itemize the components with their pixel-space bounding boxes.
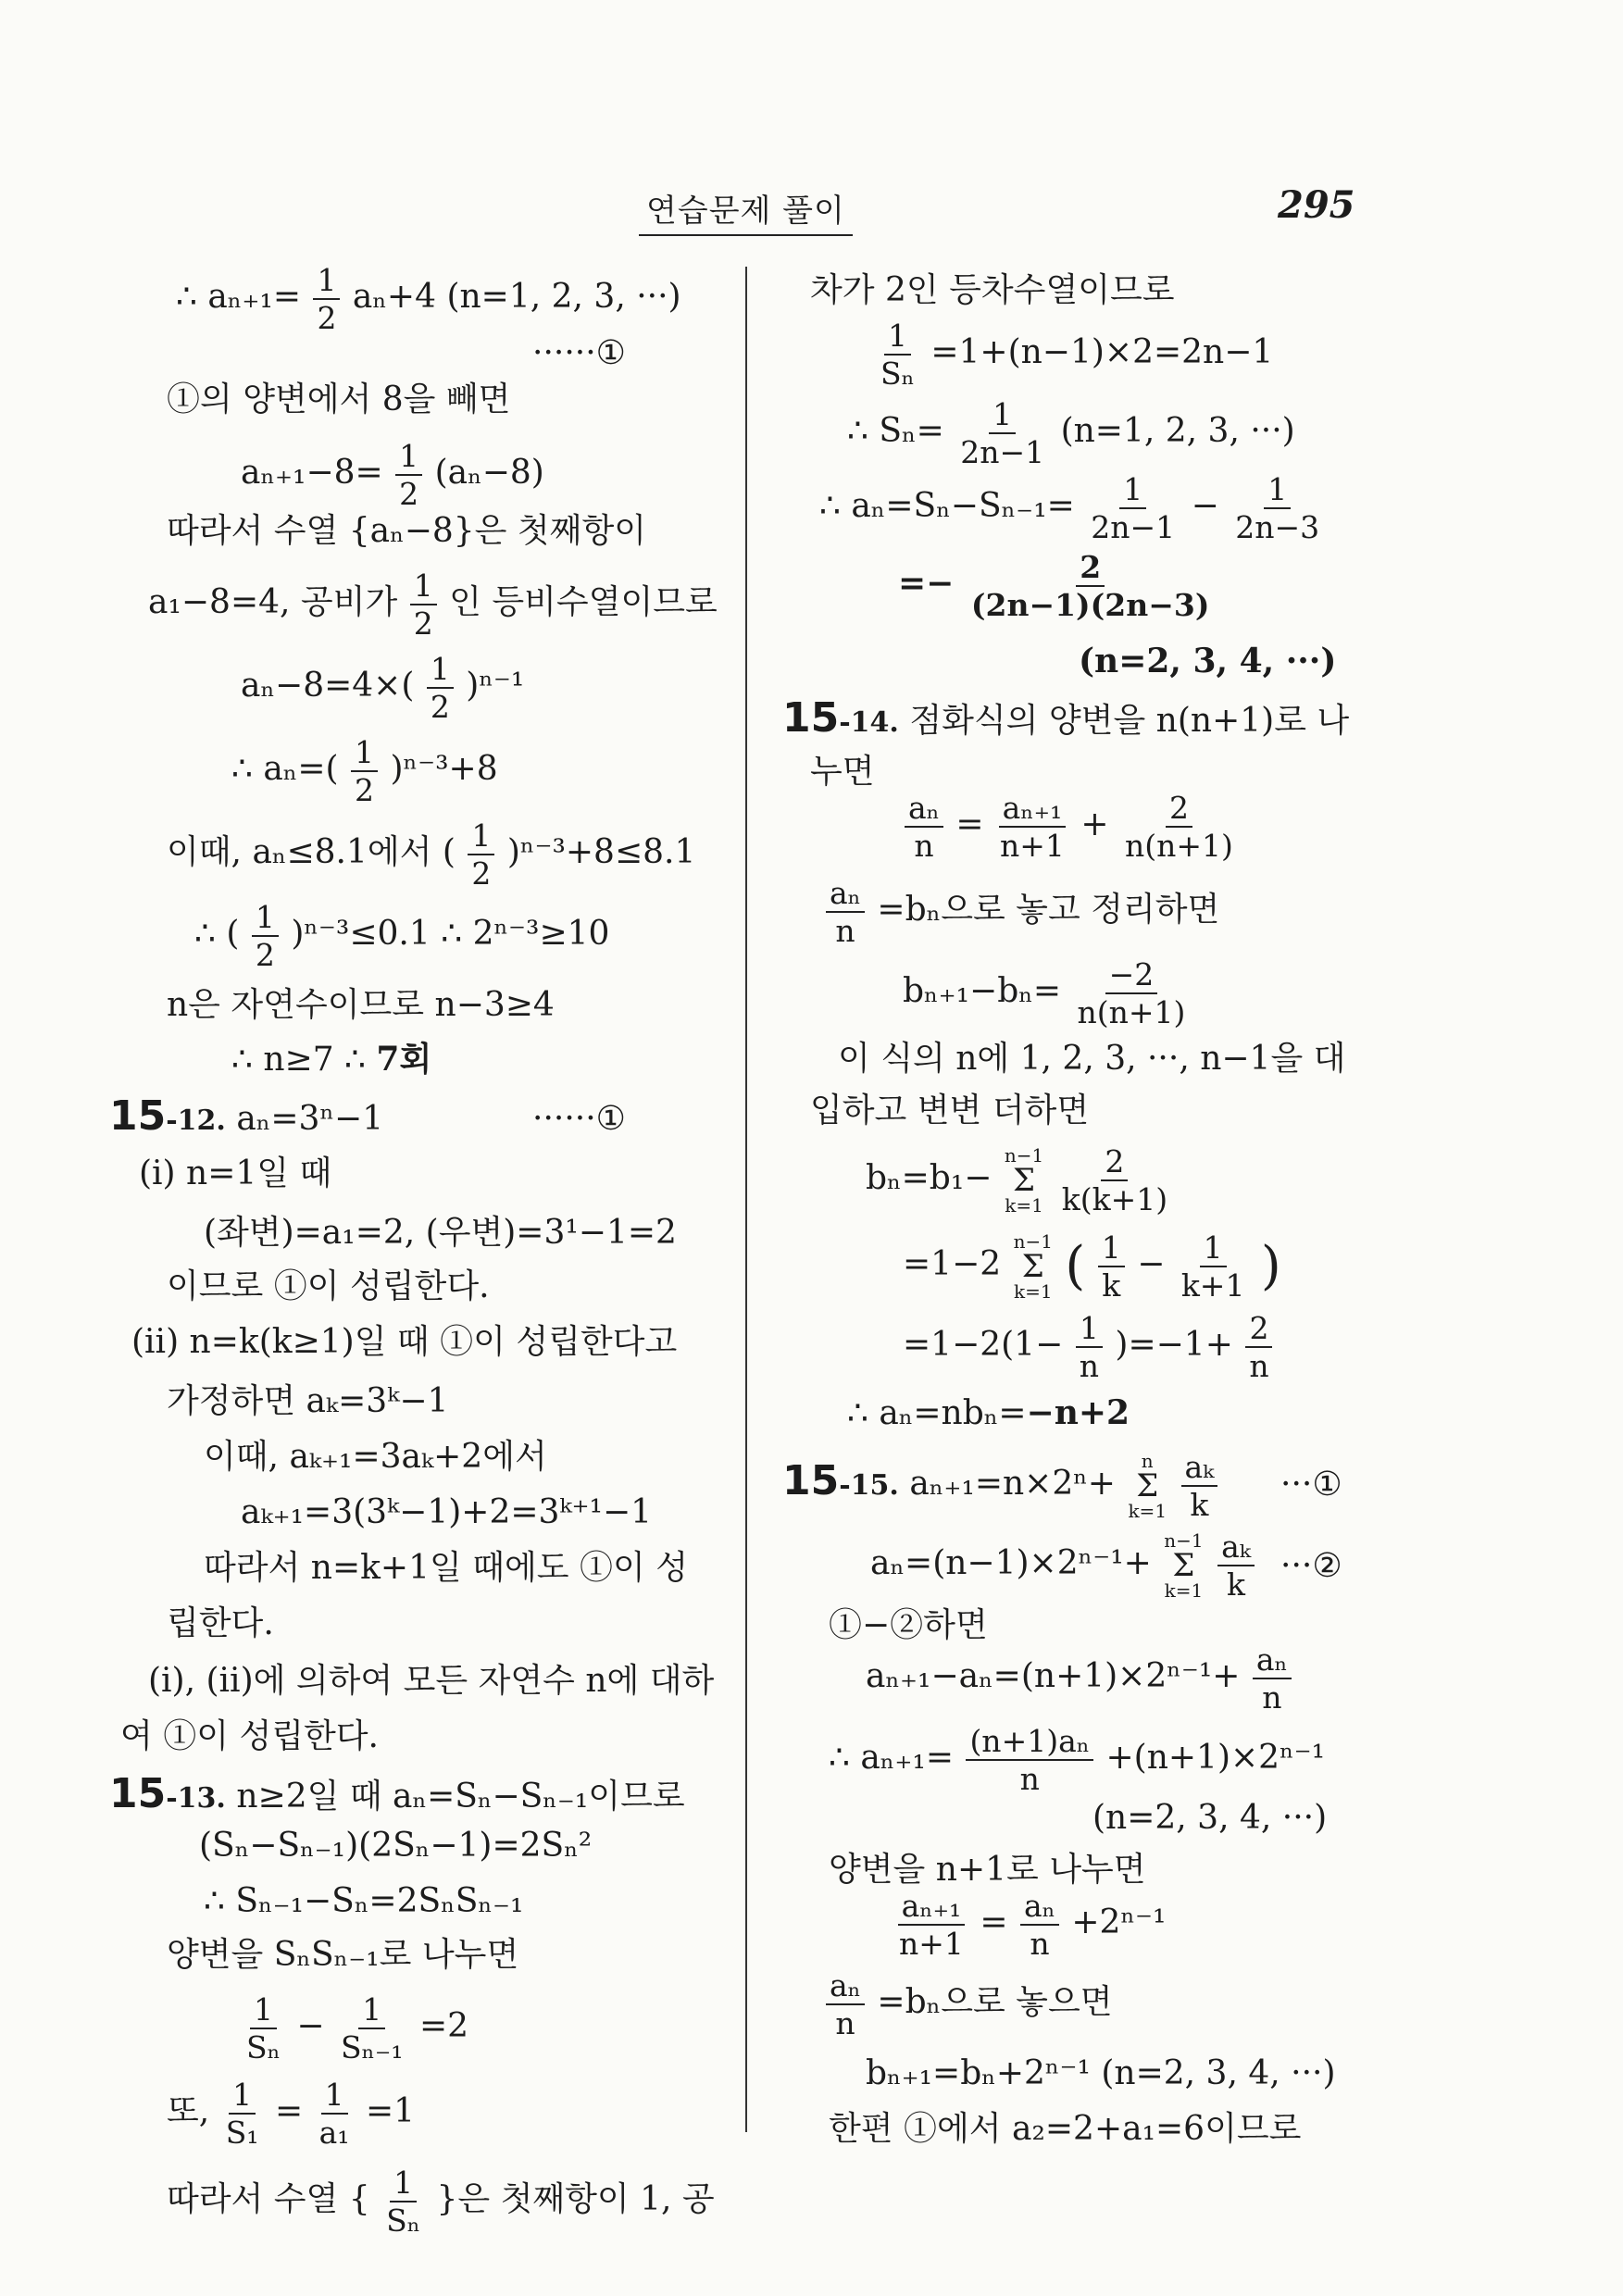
eq-line: ∴ Sₙ₋₁−Sₙ=2SₙSₙ₋₁ xyxy=(204,1882,524,1920)
problem-15-13: 15-13. n≥2일 때 aₙ=Sₙ−Sₙ₋₁이므로 xyxy=(109,1770,685,1817)
text-line: 입하고 변변 더하면 xyxy=(810,1092,1090,1129)
eq-line: aₙ₊₁−8= $\frac{1}{2}$ (aₙ−8) xyxy=(241,438,544,512)
eq-mark: ······① xyxy=(532,334,626,372)
text-line: 따라서 수열 {aₙ−8}은 첫째항이 xyxy=(167,512,647,550)
text-line: 따라서 수열 { $\frac{1}{\text{Sₙ}}$ }은 첫째항이 1, 공 xyxy=(167,2165,715,2239)
text-line: 누면 xyxy=(810,753,875,791)
eq-line: (Sₙ−Sₙ₋₁)(2Sₙ−1)=2Sₙ² xyxy=(199,1827,593,1865)
eq-line: ∴ aₙ=nbₙ=−n+2 xyxy=(847,1393,1130,1432)
text-line: 립한다. xyxy=(167,1604,274,1642)
text-line: 가정하면 aₖ=3ᵏ−1 xyxy=(167,1382,449,1420)
text-line: 양변을 SₙSₙ₋₁로 나누면 xyxy=(167,1936,519,1974)
eq-mark: ···① xyxy=(1280,1466,1342,1504)
summation: n−1 Σ k=1 xyxy=(1013,1230,1053,1303)
eq-line: $\frac{1}{\text{Sₙ}}$ − $\frac{1}{\text{Sₙ₋₁}}$ =2 xyxy=(246,1991,469,2065)
problem-15-15: 15-15. aₙ₊₁=n×2ⁿ+ n Σ k=1 $\frac{\text{aₖ}}{k}$ xyxy=(782,1452,1219,1520)
eq-line: ∴ aₙ₊₁= $\frac{1}{2}$ aₙ+4 (n=1, 2, 3, ···) xyxy=(176,262,681,336)
eq-mark: ···② xyxy=(1280,1547,1342,1585)
page-number: 295 xyxy=(1278,183,1355,227)
eq-line: =1−2 n−1 Σ k=1 ( $\frac{1}{k}$ − $\frac{1}{k+1}$ ) xyxy=(903,1229,1281,1304)
eq-line: aₙ−8=4×( $\frac{1}{2}$ )ⁿ⁻¹ xyxy=(241,651,525,725)
eq-line: aₙ=(n−1)×2ⁿ⁻¹+ n−1 Σ k=1 $\frac{\text{aₖ}}{k}$ xyxy=(870,1531,1256,1600)
eq-line: ∴ n≥7 ∴ 7회 xyxy=(231,1040,432,1079)
text-line: 한편 ①에서 a₂=2+a₁=6이므로 xyxy=(829,2110,1302,2148)
eq-line: ∴ ( $\frac{1}{2}$ )ⁿ⁻³≤0.1 ∴ 2ⁿ⁻³≥10 xyxy=(194,899,610,973)
eq-line: ∴ aₙ=Sₙ−Sₙ₋₁= $\frac{1}{2n-1}$ − $\frac{1}{2n-3}$ xyxy=(819,471,1320,545)
eq-line: 이때, aₙ≤8.1에서 ( $\frac{1}{2}$ )ⁿ⁻³+8≤8.1 xyxy=(167,817,696,892)
text-line: a₁−8=4, 공비가 $\frac{1}{2}$ 인 등비수열이므로 xyxy=(148,568,718,642)
problem-15-12: 15-12. aₙ=3ⁿ−1 xyxy=(109,1092,384,1140)
text-line: 이때, aₖ₊₁=3aₖ+2에서 xyxy=(204,1438,547,1476)
text-line: 따라서 n=k+1일 때에도 ①이 성 xyxy=(204,1549,688,1587)
summation: n−1 Σ k=1 xyxy=(1164,1529,1204,1602)
eq-mark: ······① xyxy=(532,1100,626,1138)
text-line: $\frac{\text{aₙ}}{n}$ =bₙ으로 놓고 정리하면 xyxy=(824,878,1219,946)
text-line: (i), (ii)에 의하여 모든 자연수 n에 대하 xyxy=(148,1662,715,1700)
text-line: ①−②하면 xyxy=(829,1606,988,1644)
summation: n−1 Σ k=1 xyxy=(1004,1144,1044,1217)
eq-line: bₙ₊₁−bₙ= $\frac{-2}{n(n+1)}$ xyxy=(903,956,1186,1030)
text-line: 여 ①이 성립한다. xyxy=(120,1717,379,1755)
fraction: $\frac{1}{2}$ xyxy=(313,265,340,333)
eq-line: ∴ aₙ=( $\frac{1}{2}$ )ⁿ⁻³+8 xyxy=(231,734,498,808)
text-line: n은 자연수이므로 n−3≥4 xyxy=(167,986,555,1024)
text-line: 이므로 ①이 성립한다. xyxy=(167,1267,490,1305)
text-line: (i) n=1일 때 xyxy=(139,1154,332,1192)
eq-condition: (n=2, 3, 4, ···) xyxy=(1092,1799,1328,1837)
eq-line: 또, $\frac{1}{\text{S₁}}$ = $\frac{1}{\text{a₁}}$ =1 xyxy=(167,2077,416,2151)
eq-condition: (n=2, 3, 4, ···) xyxy=(1079,642,1337,680)
summation: n Σ k=1 xyxy=(1128,1450,1167,1522)
text-line: 차가 2인 등차수열이므로 xyxy=(810,271,1175,309)
text-line: (ii) n=k(k≥1)일 때 ①이 성립한다고 xyxy=(131,1323,678,1361)
eq-line: aₖ₊₁=3(3ᵏ−1)+2=3ᵏ⁺¹−1 xyxy=(241,1493,653,1531)
eq-line: aₙ₊₁−aₙ=(n+1)×2ⁿ⁻¹+ $\frac{\text{aₙ}}{n}$ xyxy=(866,1644,1293,1713)
eq-line: $\frac{1}{\text{Sₙ}}$ =1+(n−1)×2=2n−1 xyxy=(880,318,1274,392)
text-line: 이 식의 n에 1, 2, 3, ···, n−1을 대 xyxy=(838,1040,1346,1078)
answer: 7회 xyxy=(376,1040,432,1079)
eq-line: $\frac{\text{aₙ}}{n}$ = $\frac{\text{aₙ₊₁}}{n+1}$ + $\frac{2}{n(n+1)}$ xyxy=(903,792,1239,861)
eq-line: ∴ Sₙ= $\frac{1}{2n-1}$ (n=1, 2, 3, ···) xyxy=(847,396,1295,470)
eq-line: (좌변)=a₁=2, (우변)=3¹−1=2 xyxy=(204,1214,677,1252)
page-header-title: 연습문제 풀이 xyxy=(639,185,853,236)
problem-15-14: 15-14. 점화식의 양변을 n(n+1)로 나 xyxy=(782,694,1350,742)
eq-line: =1−2(1− $\frac{1}{n}$ )=−1+ $\frac{2}{n}$ xyxy=(903,1313,1275,1381)
eq-line: $\frac{\text{aₙ₊₁}}{n+1}$ = $\frac{\text{aₙ}}{n}$ +2ⁿ⁻¹ xyxy=(899,1888,1167,1962)
eq-line: bₙ₊₁=bₙ+2ⁿ⁻¹ (n=2, 3, 4, ···) xyxy=(866,2054,1336,2092)
text-line: 양변을 n+1로 나누면 xyxy=(829,1851,1146,1889)
answer: −n+2 xyxy=(1026,1393,1130,1432)
eq-line: =− $\frac{2}{(2n-1)(2n-3)}$ xyxy=(898,549,1210,623)
eq-line: bₙ=b₁− n−1 Σ k=1 $\frac{2}{k(k+1)}$ xyxy=(866,1143,1168,1217)
column-divider xyxy=(745,267,747,2132)
text-line: $\frac{\text{aₙ}}{n}$ =bₙ으로 놓으면 xyxy=(824,1970,1113,2039)
text-line: ①의 양변에서 8을 빼면 xyxy=(167,381,511,418)
eq-line: ∴ aₙ₊₁= $\frac{\text{(n+1)aₙ}}{n}$ +(n+1)×2ⁿ⁻¹ xyxy=(829,1723,1326,1797)
